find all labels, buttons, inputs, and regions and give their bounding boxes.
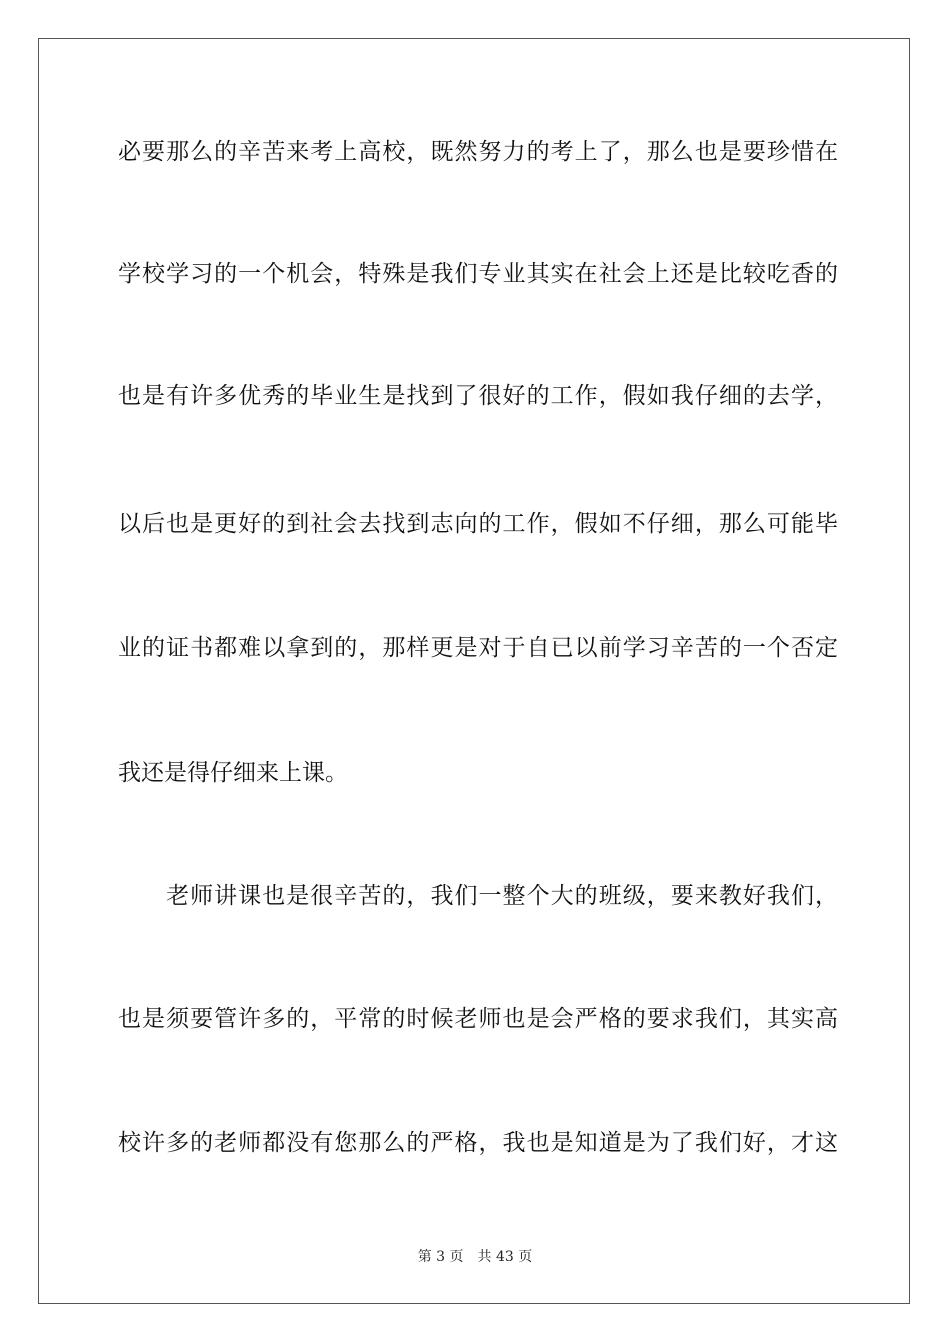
page-total: 共 43 页: [477, 1249, 533, 1265]
body-line-5: 业的证书都难以拿到的，那样更是对于自已以前学习辛苦的一个否定: [118, 635, 838, 661]
page-border: [38, 38, 910, 1304]
page-number: 第 3 页: [417, 1249, 464, 1265]
body-line-4: 以后也是更好的到社会去找到志向的工作，假如不仔细，那么可能毕: [118, 511, 838, 537]
body-line-3: 也是有许多优秀的毕业生是找到了很好的工作，假如我仔细的去学，: [118, 383, 838, 409]
body-line-2: 学校学习的一个机会，特殊是我们专业其实在社会上还是比较吃香的: [118, 261, 838, 287]
body-line-1: 必要那么的辛苦来考上高校，既然努力的考上了，那么也是要珍惜在: [118, 139, 838, 165]
body-line-6: 我还是得仔细来上课。: [118, 760, 348, 786]
body-line-9: 校许多的老师都没有您那么的严格，我也是知道是为了我们好，才这: [118, 1130, 838, 1156]
body-line-8: 也是须要管许多的，平常的时候老师也是会严格的要求我们，其实高: [118, 1006, 838, 1032]
page-footer: [0, 1248, 950, 1266]
body-line-7: 老师讲课也是很辛苦的，我们一整个大的班级，要来教好我们，: [118, 883, 838, 909]
